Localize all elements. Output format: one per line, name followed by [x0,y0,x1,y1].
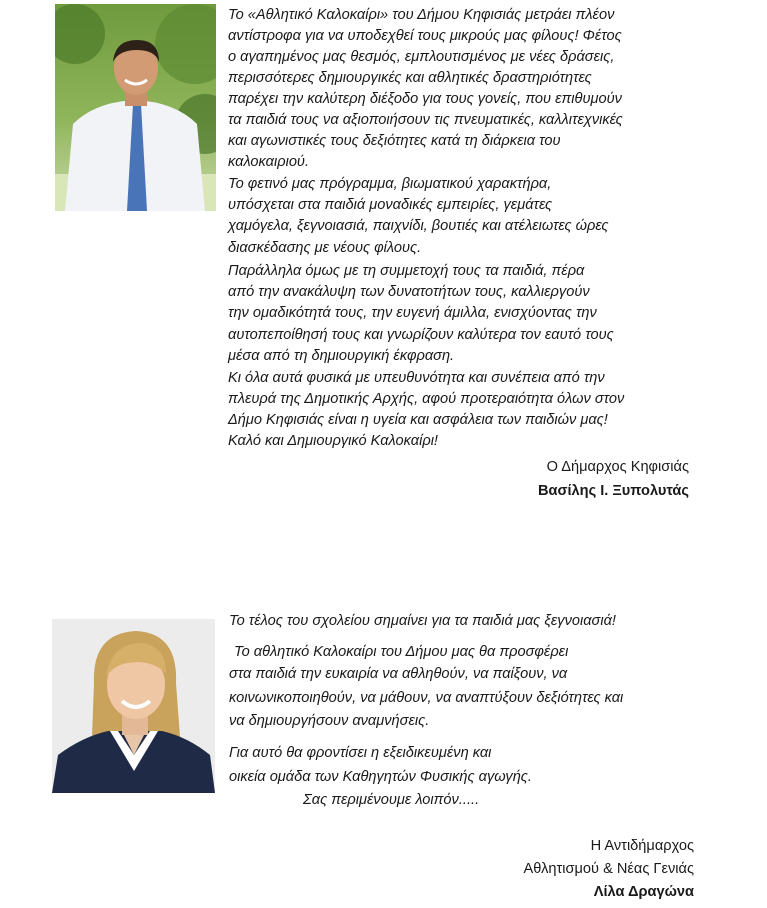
text-line: στα παιδιά την ευκαιρία να αθληθούν, να παίξουν, να [229,666,568,682]
deputy-signature-name [594,884,694,900]
text-line: από την ανακάλυψη των δυνατοτήτων τους, καλλιεργούν [228,284,590,300]
text-line: περισσότερες δημιουργικές και αθλητικές δραστηριότητες [228,70,592,86]
text-line: Το τέλος του σχολείου σημαίνει για τα παιδιά μας ξεγνοιασιά! [229,613,616,629]
text-line: κοινωνικοποιηθούν, να μάθουν, να αναπτύξουν δεξιότητες και [229,690,624,706]
mayor-name: Βασίλης Ι. Ξυπολυτάς [537,483,689,499]
deputy-name: Λίλα Δραγώνα [593,884,694,900]
deputy-signature-subtitle: Αθλητισμού & Νέας Γενιάς [523,861,694,877]
mayor-signature-name [538,483,689,499]
mayor-photo [55,4,216,211]
text-line: τα παιδιά τους να αξιοποιήσουν τις πνευματικές, καλλιτεχνικές [228,112,623,128]
text-line: Κι όλα αυτά φυσικά με υπευθυνότητα και συνέπεια από την [228,370,605,386]
text-line: Παράλληλα όμως με τη συμμετοχή τους τα παιδιά, πέρα [228,263,585,279]
text-line: αντίστροφα για να υποδεχθεί τους μικρούς μας φίλους! Φέτος [228,28,622,44]
text-line: οικεία ομάδα των Καθηγητών Φυσικής αγωγής. [229,769,532,785]
deputy-mayor-photo [52,619,215,793]
text-line: καλοκαιριού. [228,154,310,170]
text-line: Δήμο Κηφισιάς είναι η υγεία και ασφάλεια των παιδιών μας! [228,412,608,428]
deputy-signature-title: Η Αντιδήμαρχος [590,838,694,854]
text-line: Καλό και Δημιουργικό Καλοκαίρι! [228,433,438,449]
text-line: Για αυτό θα φροντίσει η εξειδικευμένη και [229,745,492,761]
text-line: πλευρά της Δημοτικής Αρχής, αφού προτεραιότητα όλων στον [228,391,625,407]
text-line: αυτοπεποίθησή τους και γνωρίζουν καλύτερα τον εαυτό τους [228,327,614,343]
text-line: και αγωνιστικές τους δεξιότητες κατά τη διάρκεια του [228,133,561,149]
text-line: Το αθλητικό Καλοκαίρι του Δήμου μας θα προσφέρει [234,644,569,660]
text-line: να δημιουργήσουν αναμνήσεις. [229,713,430,729]
text-line: ο αγαπημένος μας θεσμός, εμπλουτισμένος με νέες δράσεις, [228,49,615,65]
text-line: παρέχει την καλύτερη διέξοδο για τους γονείς, που επιθυμούν [228,91,622,107]
text-line: Σας περιμένουμε λοιπόν..... [303,792,480,808]
text-line: χαμόγελα, ξεγνοιασιά, παιχνίδι, βουτιές και ατέλειωτες ώρες [228,218,609,234]
text-line: Το φετινό μας πρόγραμμα, βιωματικού χαρακτήρα, [228,176,552,192]
text-line: διασκέδασης με νέους φίλους. [228,240,422,256]
text-line: Το «Αθλητικό Καλοκαίρι» του Δήμου Κηφισιάς μετράει πλέον [228,7,615,23]
text-line: υπόσχεται στα παιδιά μοναδικές εμπειρίες, γεμάτες [228,197,553,213]
text-line: μέσα από τη δημιουργική έκφραση. [228,348,455,364]
text-line: την ομαδικότητά τους, την ευγενή άμιλλα, ενισχύοντας την [228,305,597,321]
mayor-signature-title: Ο Δήμαρχος Κηφισιάς [546,459,689,475]
